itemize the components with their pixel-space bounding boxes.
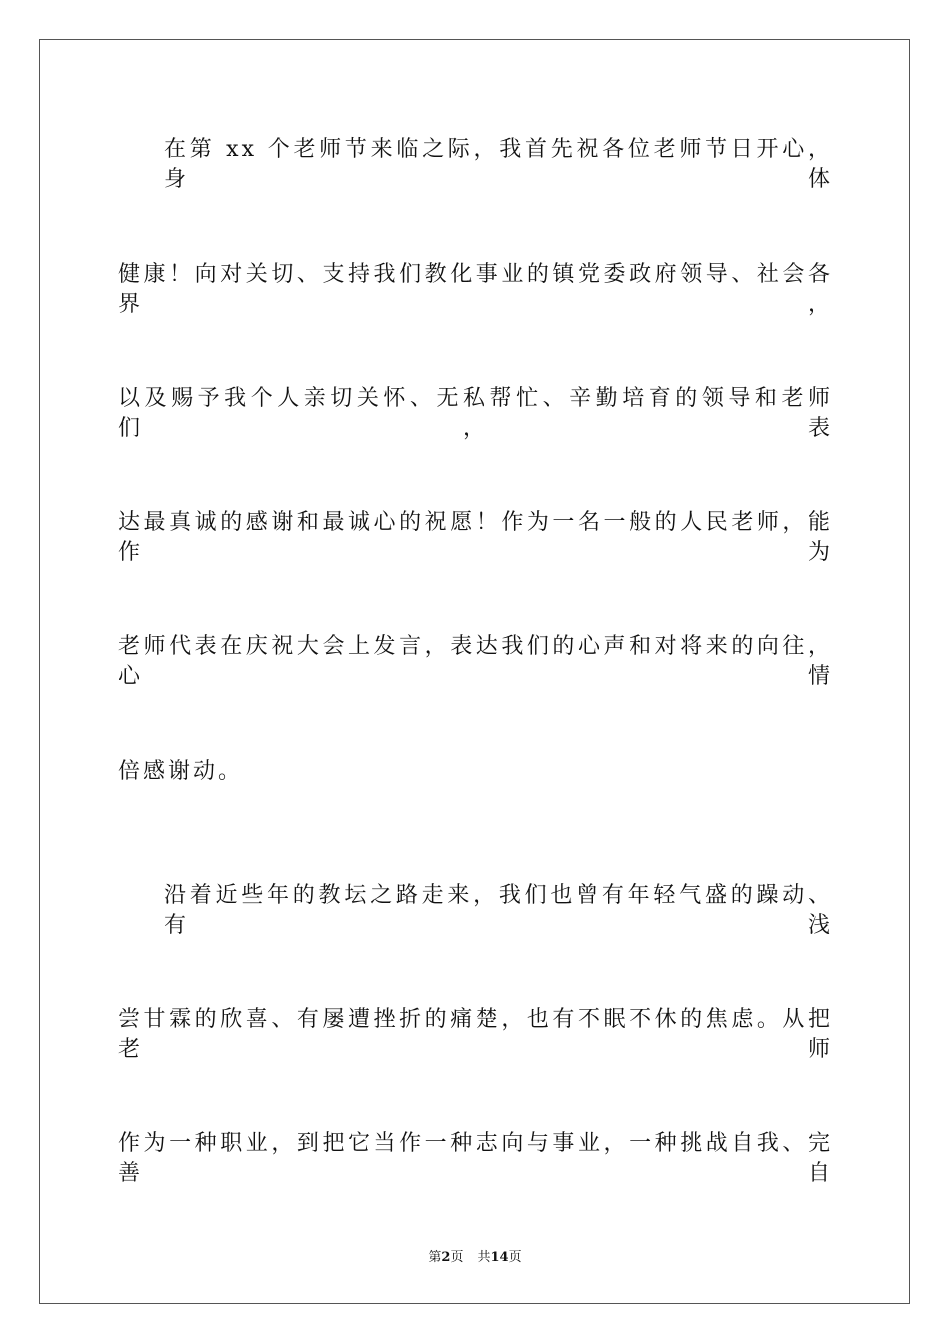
paragraph-1-line-6: 倍感谢动。: [118, 759, 244, 784]
page-prefix: 第: [428, 1250, 442, 1265]
paragraph-1-line-3: 以及赐予我个人亲切关怀、无私帮忙、辛勤培育的领导和老师们，表: [118, 386, 833, 441]
total-pages: 14: [490, 1250, 509, 1265]
total-suffix: 页: [508, 1250, 522, 1265]
paragraph-1-line-2: 健康！向对关切、支持我们教化事业的镇党委政府领导、社会各界，: [118, 262, 833, 317]
paragraph-1-line-5: 老师代表在庆祝大会上发言，表达我们的心声和对将来的向往，心情: [118, 634, 833, 689]
page-number: 2: [441, 1250, 451, 1265]
page-suffix: 页: [450, 1250, 464, 1265]
total-prefix: 共: [477, 1250, 491, 1265]
paragraph-2-line-3: 作为一种职业，到把它当作一种志向与事业，一种挑战自我、完善自: [118, 1131, 833, 1186]
paragraph-2-line-1: 沿着近些年的教坛之路走来，我们也曾有年轻气盛的躁动、有浅: [164, 883, 833, 938]
page-footer: [0, 1249, 950, 1267]
paragraph-1-line-4: 达最真诚的感谢和最诚心的祝愿！作为一名一般的人民老师，能作为: [118, 510, 833, 565]
paragraph-1-line-1: 在第 xx 个老师节来临之际，我首先祝各位老师节日开心，身体: [164, 137, 833, 192]
paragraph-2-line-2: 尝甘霖的欣喜、有屡遭挫折的痛楚，也有不眠不休的焦虑。从把老师: [118, 1007, 833, 1062]
